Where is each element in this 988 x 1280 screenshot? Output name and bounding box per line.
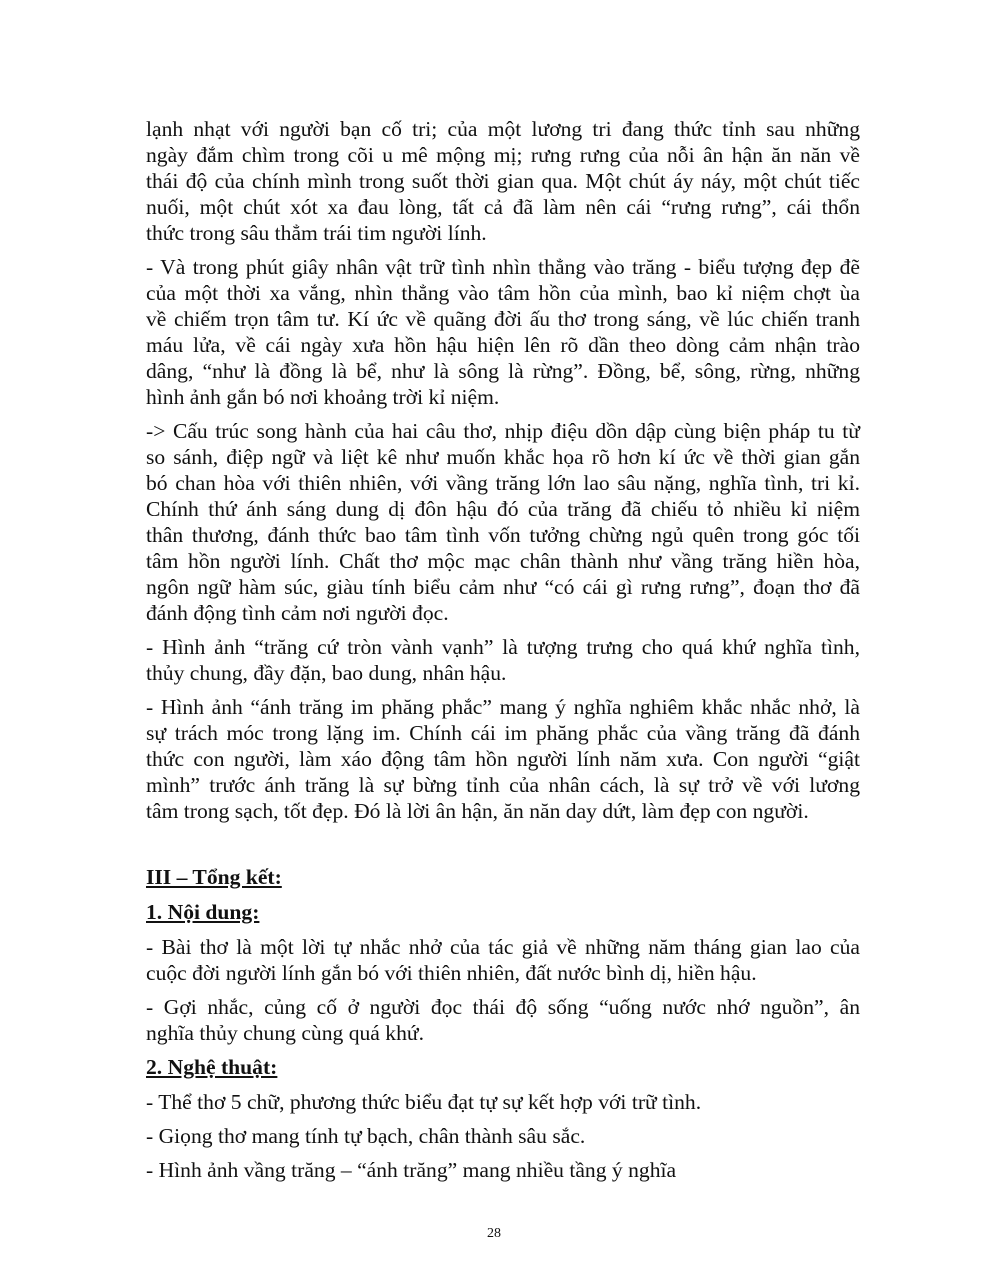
text-line: thức trong sâu thẳm trái tim người lính. <box>146 221 487 245</box>
section-heading-summary: III – Tổng kết: <box>146 865 282 889</box>
text-line: thái độ của chính mình trong suốt thời gian qua. Một chút áy náy, một chút tiếc <box>146 169 860 193</box>
text-line: - Gợi nhắc, củng cố ở người đọc thái độ sống “uống nước nhớ nguồn”, ân <box>146 995 860 1019</box>
text-line: tâm hồn người lính. Chất thơ mộc mạc chân thành như vầng trăng hiền hòa, <box>146 549 860 573</box>
text-line: máu lửa, về cái ngày xưa hồn hậu hiện lên rõ dần theo dòng cảm nhận trào <box>146 333 860 357</box>
text-line: so sánh, điệp ngữ và liệt kê như muốn khắc họa rõ hơn kí ức về thời gian gắn <box>146 445 860 469</box>
text-line: ngôn ngữ hàm súc, giàu tính biểu cảm như “có cái gì rưng rưng”, đoạn thơ đã <box>146 575 860 599</box>
body-paragraphs <box>146 116 860 824</box>
text-line: hình ảnh gắn bó nơi khoảng trời kỉ niệm. <box>146 385 500 409</box>
body-paragraph <box>146 418 860 626</box>
text-line: dâng, “như là đồng là bể, như là sông là rừng”. Đồng, bể, sông, rừng, những <box>146 359 860 383</box>
text-line: -> Cấu trúc song hành của hai câu thơ, nhịp điệu dồn dập cùng biện pháp tu từ <box>146 419 860 443</box>
body-paragraph <box>146 694 860 824</box>
subheading-art: 2. Nghệ thuật: <box>146 1055 278 1079</box>
text-line: bó chan hòa với thiên nhiên, với vầng trăng lớn lao sâu nặng, nghĩa tình, tri kỉ. <box>146 471 860 495</box>
subheading-content: 1. Nội dung: <box>146 900 260 924</box>
text-line: ngày đắm chìm trong cõi u mê mộng mị; rưng rưng của nỗi ân hận ăn năn về <box>146 143 860 167</box>
text-line: - Giọng thơ mang tính tự bạch, chân thành sâu sắc. <box>146 1124 586 1148</box>
art-paragraphs <box>146 1089 860 1183</box>
page-number: 28 <box>487 1226 501 1241</box>
body-paragraph <box>146 116 860 246</box>
body-paragraph <box>146 254 860 410</box>
art-paragraph <box>146 1157 860 1183</box>
text-line: - Hình ảnh vầng trăng – “ánh trăng” mang nhiều tầng ý nghĩa <box>146 1158 677 1182</box>
content-paragraph <box>146 934 860 986</box>
text-line: - Thể thơ 5 chữ, phương thức biểu đạt tự sự kết hợp với trữ tình. <box>146 1090 702 1114</box>
text-line: sự trách móc trong lặng im. Chính cái im phăng phắc của vầng trăng đã đánh <box>146 721 860 745</box>
text-line: về chiếm trọn tâm tư. Kí ức về quãng đời ấu thơ trong sáng, về lúc chiến tranh <box>146 307 860 331</box>
text-line: thủy chung, đầy đặn, bao dung, nhân hậu. <box>146 661 507 685</box>
body-paragraph <box>146 634 860 686</box>
art-paragraph <box>146 1089 860 1115</box>
section-gap <box>146 832 860 864</box>
text-line: mình” trước ánh trăng là sự bừng tỉnh của nhân cách, là sự trở về với lương <box>146 773 860 797</box>
text-line: lạnh nhạt với người bạn cố tri; của một lương tri đang thức tỉnh sau những <box>146 117 860 141</box>
document-body <box>146 116 860 1183</box>
art-paragraph <box>146 1123 860 1149</box>
text-line: thức con người, làm xáo động tâm hồn người lính năm xưa. Con người “giật <box>146 747 860 771</box>
text-line: của một thời xa vắng, nhìn thẳng vào tâm hồn của mình, bao kỉ niệm chợt ùa <box>146 281 860 305</box>
text-line: nghĩa thủy chung cùng quá khứ. <box>146 1021 424 1045</box>
text-line: - Bài thơ là một lời tự nhắc nhở của tác giả về những năm tháng gian lao của <box>146 935 860 959</box>
text-line: - Và trong phút giây nhân vật trữ tình nhìn thẳng vào trăng - biểu tượng đẹp đẽ <box>146 255 860 279</box>
content-paragraphs <box>146 934 860 1046</box>
content-paragraph <box>146 994 860 1046</box>
text-line: - Hình ảnh “ánh trăng im phăng phắc” mang ý nghĩa nghiêm khắc nhắc nhở, là <box>146 695 860 719</box>
text-line: thân thương, đánh thức bao tâm tình vốn tưởng chừng ngủ quên trong góc tối <box>146 523 860 547</box>
text-line: đánh động tình cảm nơi người đọc. <box>146 601 449 625</box>
text-line: Chính thứ ánh sáng dung dị đôn hậu đó của trăng đã chiếu tỏ nhiều kỉ niệm <box>146 497 860 521</box>
text-line: cuộc đời người lính gắn bó với thiên nhiên, đất nước bình dị, hiền hậu. <box>146 961 757 985</box>
text-line: - Hình ảnh “trăng cứ tròn vành vạnh” là tượng trưng cho quá khứ nghĩa tình, <box>146 635 860 659</box>
text-line: nuối, một chút xót xa đau lòng, tất cả đã làm nên cái “rưng rưng”, cái thổn <box>146 195 860 219</box>
text-line: tâm trong sạch, tốt đẹp. Đó là lời ân hận, ăn năn day dứt, làm đẹp con người. <box>146 799 809 823</box>
